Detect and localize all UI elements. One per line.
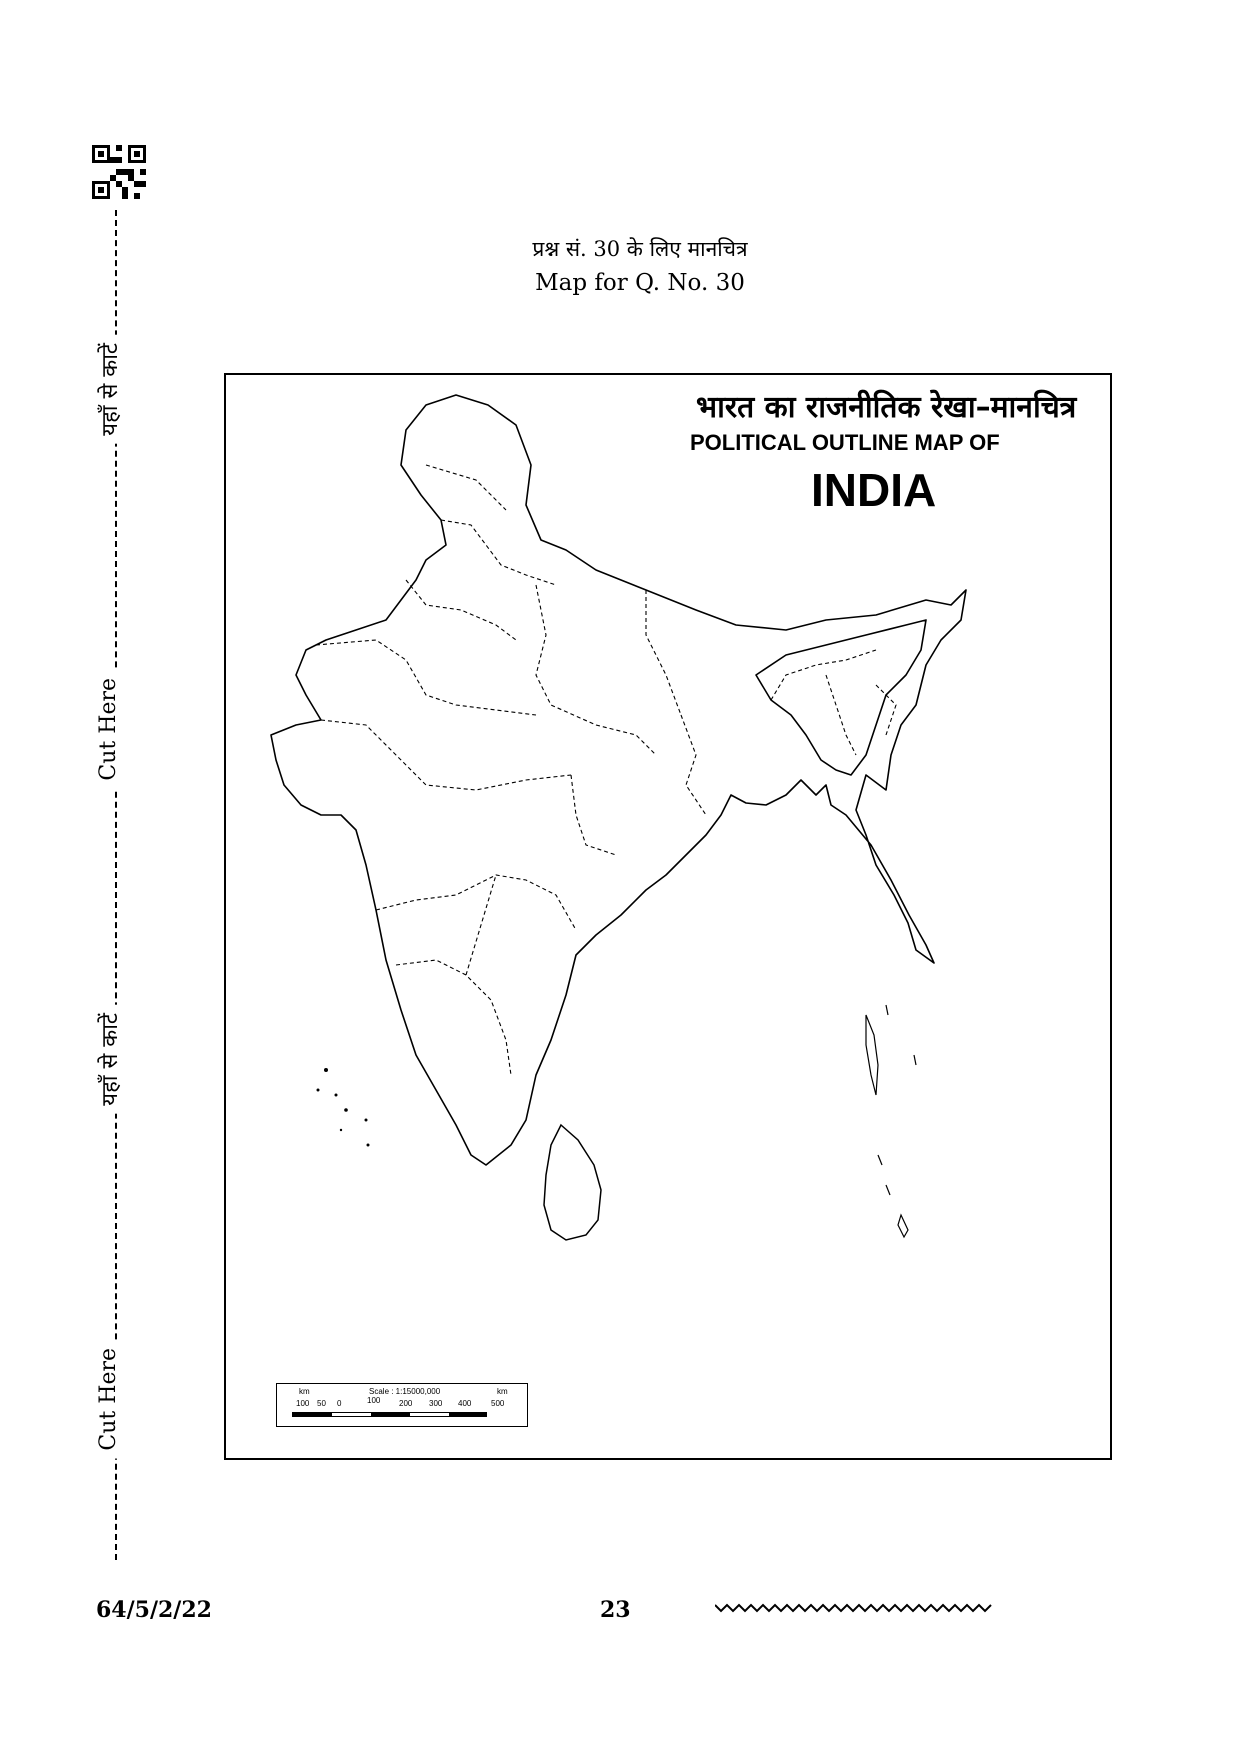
scale-tick: 500 <box>491 1399 505 1408</box>
question-heading-hindi: प्रश्न सं. 30 के लिए मानचित्र <box>532 237 748 261</box>
scale-tick: 200 <box>399 1399 413 1408</box>
qr-code <box>92 145 146 199</box>
map-title-country: INDIA <box>811 464 937 516</box>
cut-label-english: Cut Here <box>96 670 121 789</box>
andaman-nicobar-islands <box>866 1005 916 1237</box>
scale-unit-left: km <box>299 1387 310 1396</box>
sri-lanka-outline <box>544 1125 601 1240</box>
northeast-outline <box>756 620 926 775</box>
cut-label-english: Cut Here <box>96 1340 121 1459</box>
cut-label-hindi: यहाँ से काटें <box>96 335 126 444</box>
map-title-english: POLITICAL OUTLINE MAP OF <box>690 430 1000 455</box>
lakshadweep-islands <box>317 1068 370 1147</box>
india-outline-map <box>226 375 1110 1458</box>
scale-tick: 100 <box>367 1396 381 1405</box>
scale-tick: 0 <box>337 1399 342 1408</box>
scale-tick: 100 <box>296 1399 310 1408</box>
scale-tick: 300 <box>429 1399 443 1408</box>
wavy-line-decoration <box>715 1597 1000 1617</box>
question-heading-english: Map for Q. No. 30 <box>535 270 745 296</box>
cut-label-hindi: यहाँ से काटें <box>96 1005 126 1114</box>
scale-unit-right: km <box>497 1387 508 1396</box>
paper-code: 64/5/2/22 <box>96 1597 212 1623</box>
page-number: 23 <box>600 1597 631 1623</box>
map-title-hindi: भारत का राजनीतिक रेखा–मानचित्र <box>696 390 1077 425</box>
scale-label: Scale : 1:15000,000 <box>369 1387 441 1396</box>
map-frame <box>224 373 1112 1460</box>
scale-tick: 400 <box>458 1399 472 1408</box>
scale-bar <box>292 1412 487 1417</box>
map-scale <box>276 1383 528 1427</box>
scale-tick: 50 <box>317 1399 326 1408</box>
